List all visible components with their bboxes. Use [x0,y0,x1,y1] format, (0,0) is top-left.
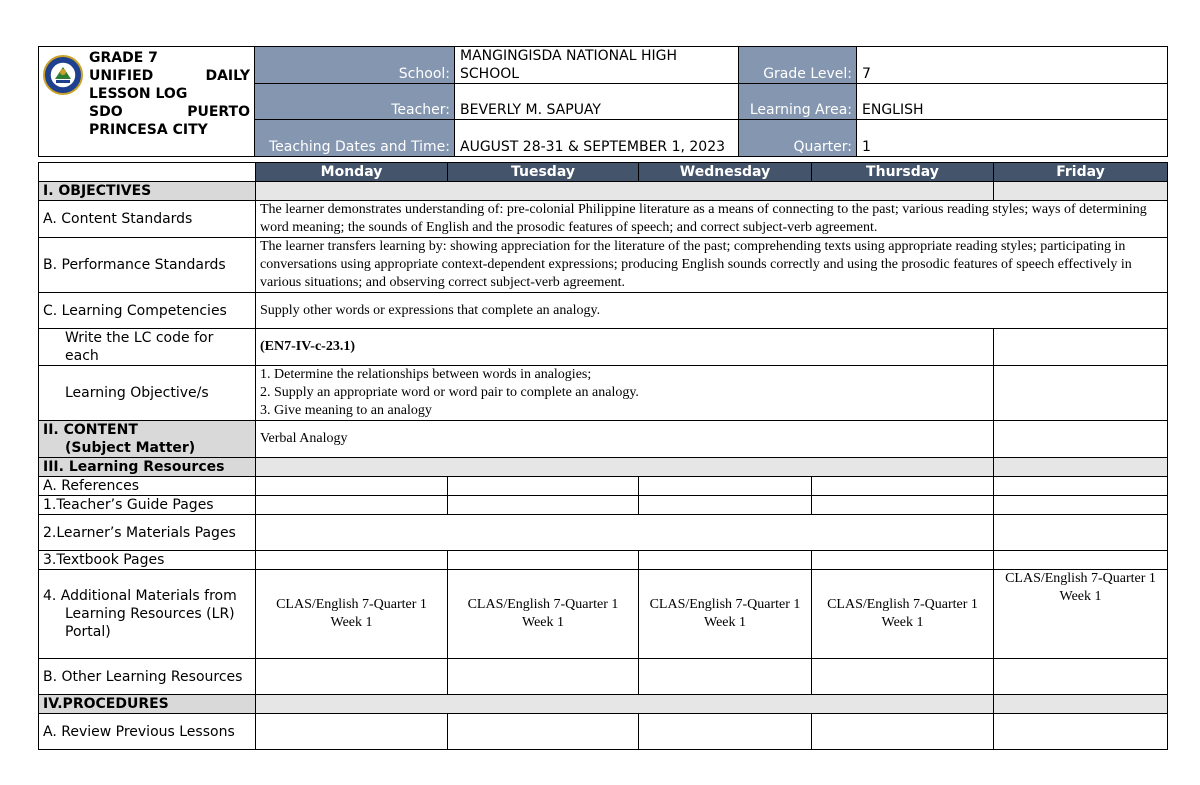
additional-materials-label [39,570,256,659]
title-puerto: PUERTO [187,104,250,120]
grade-level-value: 7 [857,47,1168,84]
day-friday: Friday [994,163,1168,182]
learning-objectives-label: Learning Objective/s [39,366,256,421]
content-standards-label: A. Content Standards [39,201,256,238]
objective-item: 2. Supply an appropriate word or word pair to complete an analogy. [260,385,639,400]
objectives-heading: I. OBJECTIVES [39,182,256,201]
objectives-fill [256,182,994,201]
cell [448,496,639,515]
objective-item: 1. Determine the relationships between words in analogies; [260,367,592,382]
corner-cell [39,163,256,182]
lc-code-friday [994,329,1168,366]
lc-code-value: (EN7-IV-c-23.1) [256,329,994,366]
cell [994,551,1168,570]
teaching-dates-value: AUGUST 28-31 & SEPTEMBER 1, 2023 [455,120,739,157]
deped-seal-icon [43,55,83,95]
subject-matter-text: (Subject Matter) [65,440,196,456]
title-daily: DAILY [205,68,250,84]
content-value: Verbal Analogy [256,421,994,458]
day-thursday: Thursday [812,163,994,182]
performance-standards-label: B. Performance Standards [39,238,256,293]
teaching-dates-label: Teaching Dates and Time: [255,120,455,157]
learning-resources-fill [256,458,994,477]
cell [639,714,812,750]
cell [812,551,994,570]
day-monday: Monday [256,163,448,182]
content-heading [39,421,256,458]
school-identity [39,47,255,157]
cell [994,477,1168,496]
learners-materials-value [256,515,994,551]
cell [256,496,448,515]
school-label: School: [255,47,455,84]
cell [994,714,1168,750]
day-tuesday: Tuesday [448,163,639,182]
lc-code-label [39,329,256,366]
additional-materials-line: Learning Resources (LR) [65,606,235,622]
title-grade: GRADE 7 [89,50,158,66]
learners-materials-label: 2.Learner’s Materials Pages [39,515,256,551]
procedures-fill-friday [994,695,1168,714]
cell [448,714,639,750]
cell [812,659,994,695]
content-heading-text: II. CONTENT [43,422,138,438]
cell [256,659,448,695]
review-lessons-label: A. Review Previous Lessons [39,714,256,750]
learning-objectives-value [256,366,994,421]
quarter-label: Quarter: [739,120,857,157]
day-wednesday: Wednesday [639,163,812,182]
lesson-log-table [38,162,1168,750]
additional-materials-tuesday: CLAS/English 7-Quarter 1 Week 1 [448,570,639,659]
additional-materials-thursday: CLAS/English 7-Quarter 1 Week 1 [812,570,994,659]
cell [994,659,1168,695]
quarter-value: 1 [857,120,1168,157]
cell [994,515,1168,551]
textbook-label: 3.Textbook Pages [39,551,256,570]
cell [639,659,812,695]
objective-item: 3. Give meaning to an analogy [260,403,432,418]
learning-competencies-value: Supply other words or expressions that complete an analogy. [256,293,1168,329]
cell [256,714,448,750]
cell [256,551,448,570]
learning-resources-fill-friday [994,458,1168,477]
cell [448,551,639,570]
learning-competencies-label: C. Learning Competencies [39,293,256,329]
cell [639,551,812,570]
cell [448,477,639,496]
additional-materials-line: 4. Additional Materials from [43,588,237,604]
title-sdo: SDO [89,104,123,120]
other-resources-label: B. Other Learning Resources [39,659,256,695]
cell [639,496,812,515]
additional-materials-monday: CLAS/English 7-Quarter 1 Week 1 [256,570,448,659]
procedures-fill [256,695,994,714]
cell [994,496,1168,515]
teacher-label: Teacher: [255,84,455,120]
additional-materials-friday: CLAS/English 7-Quarter 1 Week 1 [994,570,1168,659]
additional-materials-line: Portal) [65,624,111,640]
learning-resources-heading: III. Learning Resources [39,458,256,477]
title-princesa-city: PRINCESA CITY [89,122,208,138]
content-friday [994,421,1168,458]
performance-standards-value: The learner transfers learning by: showing appreciation for the literature of the past; comprehending texts using appropriate reading styles; participating in conversations using appropriate context-dependent expressions; producing English sounds correctly and using the prosodic features of speech effectively in various situations; and observing correct subject-verb agreement. [256,238,1168,293]
learning-area-value: ENGLISH [857,84,1168,120]
content-standards-value: The learner demonstrates understanding of: pre-colonial Philippine literature as a means of connecting to the past; various reading styles; ways of determining word meaning; the sounds of English and the prosodic features of speech; and correct subject-verb agreement. [256,201,1168,238]
grade-level-label: Grade Level: [739,47,857,84]
title-unified: UNIFIED [89,68,154,84]
procedures-heading: IV.PROCEDURES [39,695,256,714]
school-value: MANGINGISDA NATIONAL HIGH SCHOOL [455,47,739,84]
cell [812,714,994,750]
cell [812,496,994,515]
additional-materials-wednesday: CLAS/English 7-Quarter 1 Week 1 [639,570,812,659]
cell [448,659,639,695]
learning-area-label: Learning Area: [739,84,857,120]
cell [256,477,448,496]
objectives-fill-friday [994,182,1168,201]
title-lesson-log: LESSON LOG [89,86,188,102]
teachers-guide-label: 1.Teacher’s Guide Pages [39,496,256,515]
cell [812,477,994,496]
cell [639,477,812,496]
references-label: A. References [39,477,256,496]
lc-code-label-text: Write the LC code for each [65,330,214,364]
learning-objectives-friday [994,366,1168,421]
teacher-value: BEVERLY M. SAPUAY [455,84,739,120]
header-table [38,46,1168,157]
lesson-log-title [83,49,250,139]
